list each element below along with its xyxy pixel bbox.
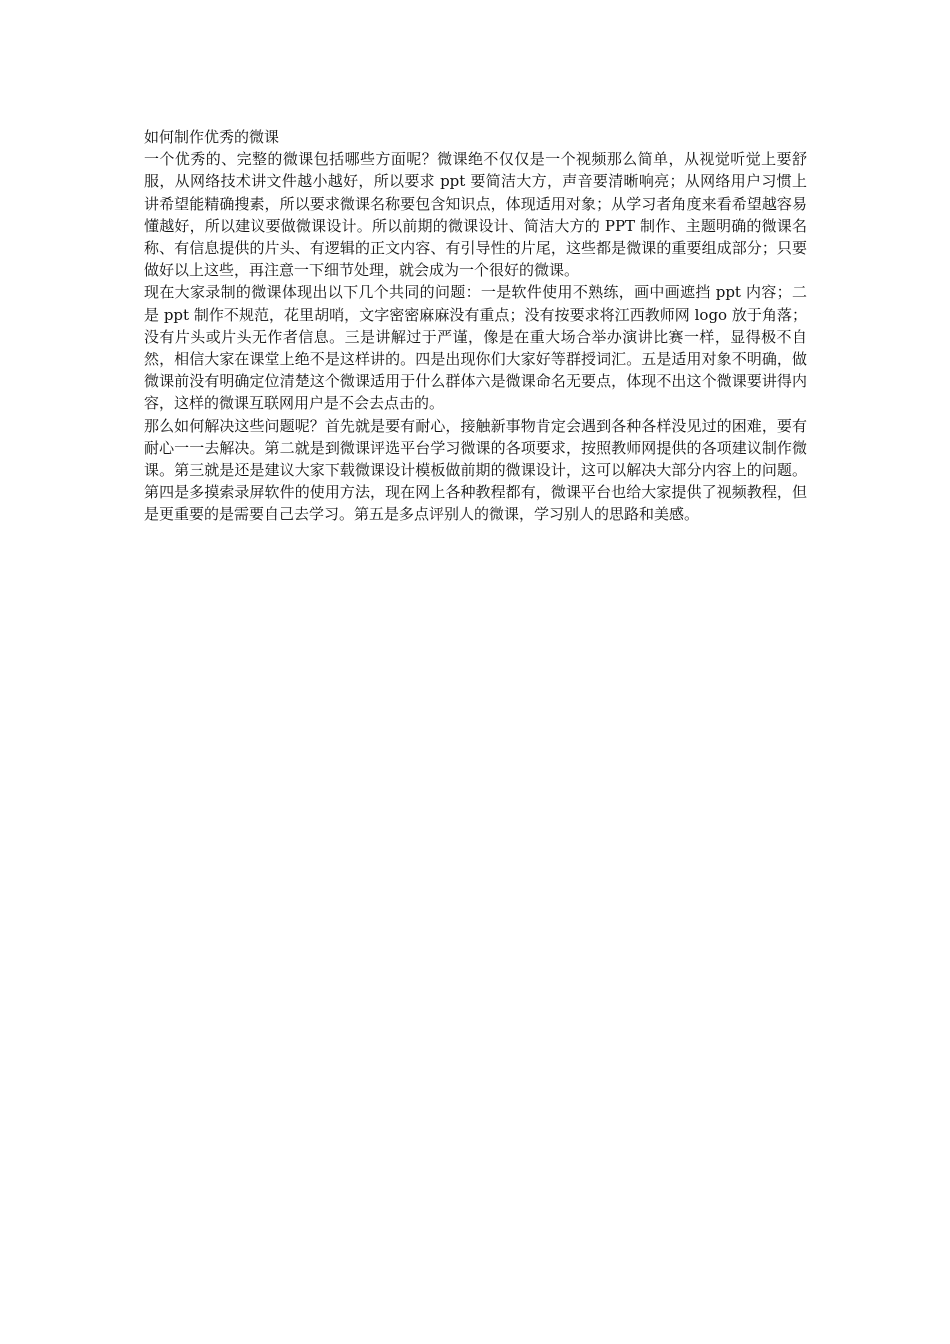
paragraph-3: 那么如何解决这些问题呢？首先就是要有耐心，接触新事物肯定会遇到各种各样没见过的困难，要有耐心一一去解决。第二就是到微课评选平台学习微课的各项要求，按照教师网提供的各项建议制作微课。第三就是还是建议大家下载微课设计模板做前期的微课设计，这可以解决大部分内容上的问题。第四是多摸索录屏软件的使用方法，现在网上各种教程都有，微课平台也给大家提供了视频教程，但是更重要的是需要自己去学习。第五是多点评别人的微课，学习别人的思路和美感。 [144, 416, 807, 524]
paragraph-1: 一个优秀的、完整的微课包括哪些方面呢？微课绝不仅仅是一个视频那么简单，从视觉听觉上要舒服，从网络技术讲文件越小越好，所以要求 ppt 要简洁大方，声音要清晰响亮；从网络用户习惯上讲希望能精确搜素，所以要求微课名称要包含知识点，体现适用对象；从学习者角度来看希望越容易懂越好，所以建议要做微课设计。所以前期的微课设计、简洁大方的 PPT 制作、主题明确的微课名称、有信息提供的片头、有逻辑的正文内容、有引导性的片尾，这些都是微课的重要组成部分；只要做好以上这些，再注意一下细节处理，就会成为一个很好的微课。 [144, 150, 807, 280]
paragraph-2: 现在大家录制的微课体现出以下几个共同的问题：一是软件使用不熟练，画中画遮挡 ppt 内容；二是 ppt 制作不规范，花里胡哨，文字密密麻麻没有重点；没有按要求将江西教师网 logo 放于角落；没有片头或片头无作者信息。三是讲解过于严谨，像是在重大场合举办演讲比赛一样，显得极不自然，相信大家在课堂上绝不是这样讲的。四是出现你们大家好等群授词汇。五是适用对象不明确，做微课前没有明确定位清楚这个微课适用于什么群体六是微课命名无要点，体现不出这个微课要讲得内容，这样的微课互联网用户是不会去点击的。 [144, 283, 807, 413]
document-title: 如何制作优秀的微课 [144, 128, 280, 146]
document-body [144, 126, 807, 526]
